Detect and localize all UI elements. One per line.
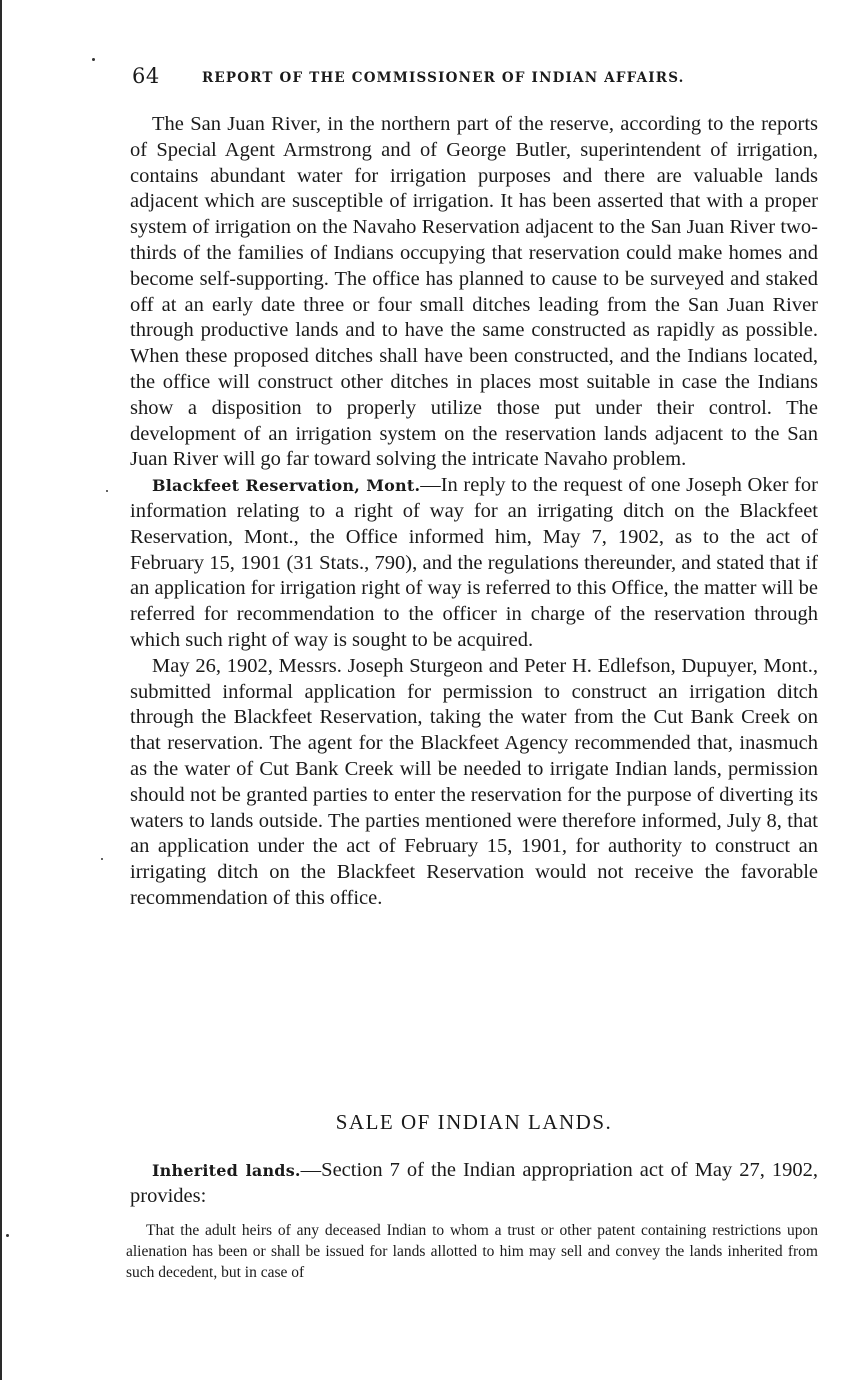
paragraph-inherited-lands-text: —Section 7 of the Indian appropriation act of May 27, 1902, provides: <box>130 1159 818 1207</box>
scan-speck <box>6 1234 9 1237</box>
section-heading: SALE OF INDIAN LANDS. <box>335 1110 613 1134</box>
run-in-heading-blackfeet: Blackfeet Reservation, Mont. <box>152 476 421 496</box>
run-in-heading-inherited-lands: Inherited lands. <box>152 1161 301 1180</box>
running-title: REPORT OF THE COMMISSIONER OF INDIAN AFFAIRS. <box>202 70 685 86</box>
page-header <box>132 64 818 94</box>
statute-quote <box>126 1220 818 1283</box>
scan-speck <box>101 858 103 860</box>
paragraph-inherited-lands <box>130 1158 818 1210</box>
statute-quote-text: That the adult heirs of any deceased Indian to whom a trust or other patent containing restrictions upon alienation has been or shall be issued for lands allotted to him may sell and convey the lands inherited from such decedent, but in case of <box>126 1222 818 1281</box>
scan-speck <box>92 58 95 61</box>
scan-speck <box>106 490 108 492</box>
page-number: 64 <box>132 64 160 88</box>
paragraph-blackfeet-text: —In reply to the request of one Joseph Oker for information relating to a right of way for an irrigating ditch on the Blackfeet Reservation, Mont., the Office informed him, May 7, 1902, as to the act of February 15, 1901 (31 Stats., 790), and the regulations thereunder, and stated that if an application for irrigation right of way is referred to this Office, the matter will be referred for recommendation to the officer in charge of the reservation through which such right of way is sought to be acquired. <box>130 474 819 651</box>
paragraph-blackfeet-reservation <box>130 473 818 654</box>
body-text <box>130 112 818 912</box>
paragraph-san-juan-river: The San Juan River, in the northern part of the reserve, according to the reports of Special Agent Armstrong and of George Butler, superintendent of irrigation, contains abundant water for irrigation purposes and there are valuable lands adjacent which are susceptible of irrigation. It has been asserted that with a proper system of irrigation on the Navaho Reservation adjacent to the San Juan River two-thirds of the families of Indians occupying that reservation could make homes and become self-supporting. The office has planned to cause to be surveyed and staked off at an early date three or four small ditches leading from the San Juan River through productive lands and to have the same constructed as rapidly as possible. When these proposed ditches shall have been constructed, and the Indians located, the office will construct other ditches in places most suitable in case the Indians show a disposition to properly utilize those put under their control. The development of an irrigation system on the reservation lands adjacent to the San Juan River will go far toward solving the intricate Navaho problem. <box>130 113 818 471</box>
paragraph-sturgeon-edlefson: May 26, 1902, Messrs. Joseph Sturgeon and Peter H. Edlefson, Dupuyer, Mont., submitted informal application for permission to construct an irrigation ditch through the Blackfeet Reservation, taking the water from the Cut Bank Creek on that reservation. The agent for the Blackfeet Agency recommended that, inasmuch as the water of Cut Bank Creek will be needed to irrigate Indian lands, permission should not be granted parties to enter the reservation for the purpose of diverting its waters to lands outside. The parties mentioned were therefore informed, July 8, that an application under the act of February 15, 1901, for authority to construct an irrigating ditch on the Blackfeet Reservation would not receive the favorable recommendation of this office. <box>130 654 818 909</box>
